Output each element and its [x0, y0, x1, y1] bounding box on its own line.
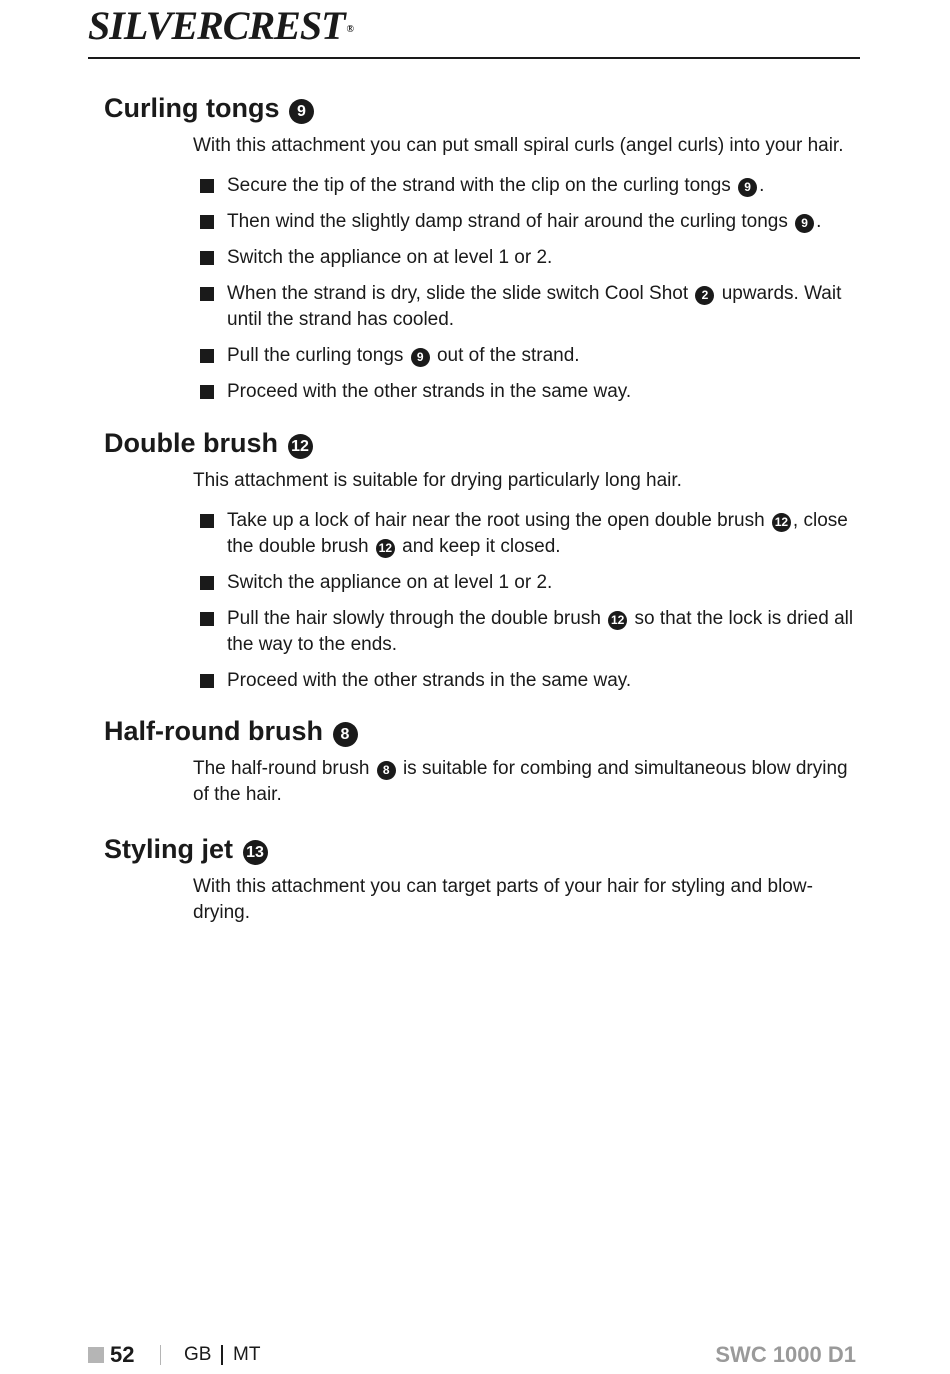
list-item: Pull the curling tongs 9 out of the strand.	[200, 343, 863, 369]
bullet-square-icon	[200, 349, 214, 363]
list-item: Secure the tip of the strand with the clip on the curling tongs 9 .	[200, 173, 863, 199]
bullet-square-icon	[200, 674, 214, 688]
reference-number-badge: 9	[411, 348, 430, 367]
section-title: Double brush 12	[104, 427, 864, 459]
instruction-list	[104, 173, 864, 405]
section-title: Styling jet 13	[104, 833, 864, 865]
bullet-square-icon	[200, 385, 214, 399]
section-double-brush	[104, 427, 864, 694]
list-item: Proceed with the other strands in the same way.	[200, 668, 863, 694]
reference-number-badge: 9	[795, 214, 814, 233]
language-code: GB	[184, 1344, 212, 1365]
section-intro: This attachment is suitable for drying particularly long hair.	[193, 470, 682, 491]
reference-number-badge: 8	[377, 761, 396, 780]
bullet-square-icon	[200, 287, 214, 301]
reference-number-badge: 9	[289, 99, 314, 124]
list-item: Then wind the slightly damp strand of hair around the curling tongs 9 .	[200, 209, 863, 235]
reference-number-badge: 12	[288, 434, 313, 459]
bullet-square-icon	[200, 612, 214, 626]
page-number: 52	[110, 1342, 135, 1367]
section-styling-jet	[104, 833, 864, 926]
section-title: Curling tongs 9	[104, 92, 864, 124]
instruction-list	[104, 508, 864, 694]
reference-number-badge: 2	[695, 286, 714, 305]
bullet-square-icon	[200, 215, 214, 229]
model-number: SWC 1000 D1	[715, 1342, 856, 1367]
bullet-square-icon	[200, 251, 214, 265]
footer-divider	[221, 1345, 223, 1365]
reference-number-badge: 9	[738, 178, 757, 197]
reference-number-badge: 13	[243, 840, 268, 865]
reference-number-badge: 12	[376, 539, 395, 558]
page-footer	[88, 1340, 860, 1370]
section-curling-tongs	[104, 92, 864, 405]
reference-number-badge: 8	[333, 722, 358, 747]
bullet-square-icon	[200, 514, 214, 528]
list-item: Switch the appliance on at level 1 or 2.	[200, 245, 863, 271]
section-half-round-brush	[104, 715, 864, 808]
list-item: Take up a lock of hair near the root using the open double brush 12 , close the double brush 12 and keep it closed.	[200, 508, 863, 560]
language-code: MT	[233, 1344, 261, 1365]
section-intro: With this attachment you can put small spiral curls (angel curls) into your hair.	[193, 135, 844, 156]
footer-square-icon	[88, 1347, 104, 1363]
list-item: Switch the appliance on at level 1 or 2.	[200, 570, 863, 596]
brand-logo: SILVERCREST ®	[88, 3, 354, 48]
list-item: When the strand is dry, slide the slide switch Cool Shot 2 upwards. Wait until the strand has cooled.	[200, 281, 863, 333]
list-item: Pull the hair slowly through the double brush 12 so that the lock is dried all the way to the ends.	[200, 606, 863, 658]
bullet-square-icon	[200, 576, 214, 590]
list-item: Proceed with the other strands in the same way.	[200, 379, 863, 405]
reference-number-badge: 12	[608, 611, 627, 630]
header-rule	[88, 57, 860, 59]
section-title: Half-round brush 8	[104, 715, 864, 747]
bullet-square-icon	[200, 179, 214, 193]
section-intro: The half-round brush 8 is suitable for combing and simultaneous blow drying of the hair.	[193, 758, 848, 805]
reference-number-badge: 12	[772, 513, 791, 532]
section-intro: With this attachment you can target parts of your hair for styling and blow-drying.	[193, 876, 813, 923]
footer-divider	[160, 1345, 161, 1365]
